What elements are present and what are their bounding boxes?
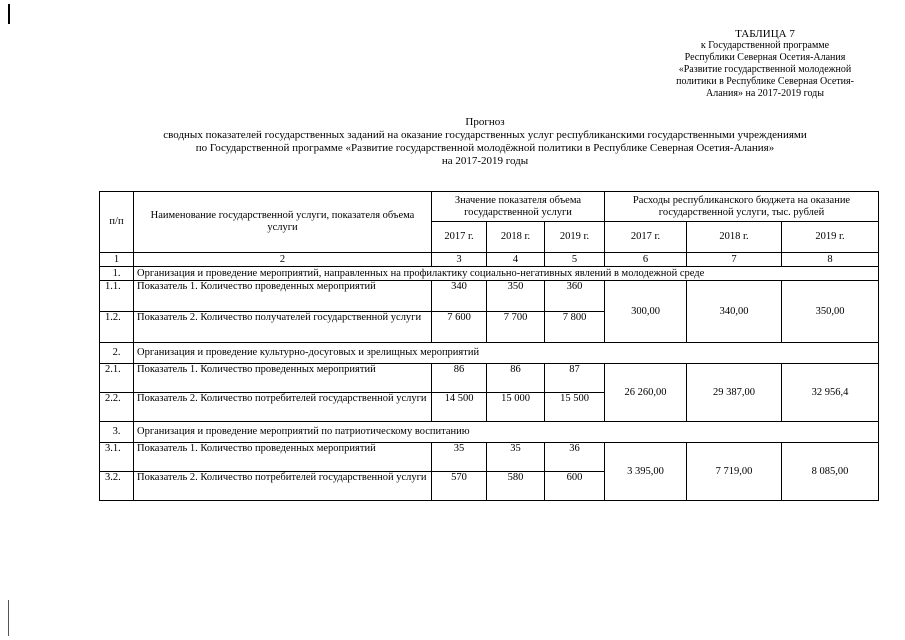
- expense-value: 300,00: [605, 281, 687, 343]
- column-number: 4: [487, 253, 545, 267]
- expense-value: 26 260,00: [605, 364, 687, 422]
- header-year: 2018 г.: [687, 222, 782, 253]
- header-name: Наименование государственной услуги, показателя объема услуги: [134, 192, 432, 253]
- section-row: [100, 422, 879, 443]
- row-value: 340: [432, 281, 487, 312]
- expense-value: 340,00: [687, 281, 782, 343]
- section-num: 1.: [100, 267, 134, 281]
- forecast-table: [99, 191, 879, 501]
- expense-value: 7 719,00: [687, 443, 782, 501]
- appendix-title: ТАБЛИЦА 7: [735, 28, 795, 40]
- section-title: Организация и проведение мероприятий, направленных на профилактику социально-негативных явлений в молодежной среде: [134, 267, 879, 281]
- row-name: Показатель 1. Количество проведенных мероприятий: [134, 443, 432, 472]
- row-num: 3.1.: [100, 443, 134, 472]
- column-numbers-row: [100, 253, 879, 267]
- heading-subtitle: сводных показателей государственных заданий на оказание государственных услуг республиканскими государственными учреждениями: [163, 129, 807, 141]
- row-value: 86: [487, 364, 545, 393]
- row-value: 15 000: [487, 393, 545, 422]
- section-title: Организация и проведение культурно-досуговых и зрелищных мероприятий: [134, 343, 879, 364]
- appendix-line: Алания» на 2017-2019 годы: [706, 88, 824, 99]
- column-number: 3: [432, 253, 487, 267]
- row-num: 2.1.: [100, 364, 134, 393]
- row-value: 600: [545, 472, 605, 501]
- section-row: [100, 343, 879, 364]
- column-number: 6: [605, 253, 687, 267]
- appendix-line: к Государственной программе: [700, 40, 830, 51]
- row-value: 15 500: [545, 393, 605, 422]
- expense-value: 29 387,00: [687, 364, 782, 422]
- section-num: 2.: [100, 343, 134, 364]
- document-heading: [60, 116, 905, 168]
- table-row: [100, 364, 879, 393]
- section-num: 3.: [100, 422, 134, 443]
- header-year: 2017 г.: [605, 222, 687, 253]
- expense-value: 8 085,00: [782, 443, 879, 501]
- row-name: Показатель 1. Количество проведенных мероприятий: [134, 281, 432, 312]
- row-value: 350: [487, 281, 545, 312]
- section-row: [100, 267, 879, 281]
- heading-period: на 2017-2019 годы: [441, 155, 529, 167]
- row-value: 36: [545, 443, 605, 472]
- row-value: 86: [432, 364, 487, 393]
- row-value: 35: [432, 443, 487, 472]
- margin-mark: [8, 600, 9, 636]
- row-value: 14 500: [432, 393, 487, 422]
- row-value: 360: [545, 281, 605, 312]
- row-value: 580: [487, 472, 545, 501]
- column-number: 5: [545, 253, 605, 267]
- row-num: 1.2.: [100, 312, 134, 343]
- header-year: 2019 г.: [782, 222, 879, 253]
- row-name: Показатель 2. Количество получателей государственной услуги: [134, 312, 432, 343]
- header-year: 2018 г.: [487, 222, 545, 253]
- header-year: 2017 г.: [432, 222, 487, 253]
- appendix-line: политики в Республике Северная Осетия-: [676, 76, 854, 87]
- row-value: 87: [545, 364, 605, 393]
- row-value: 7 700: [487, 312, 545, 343]
- expense-value: 32 956,4: [782, 364, 879, 422]
- heading-subtitle: по Государственной программе «Развитие государственной молодёжной политики в Республике Северная Осетия-Алания»: [195, 142, 775, 154]
- appendix-line: «Развитие государственной молодежной: [678, 64, 852, 75]
- row-value: 570: [432, 472, 487, 501]
- expense-value: 3 395,00: [605, 443, 687, 501]
- header-volume: Значение показателя объема государственной услуги: [432, 192, 605, 222]
- row-name: Показатель 1. Количество проведенных мероприятий: [134, 364, 432, 393]
- appendix-line: Республики Северная Осетия-Алания: [684, 52, 846, 63]
- column-number: 7: [687, 253, 782, 267]
- table-row: [100, 443, 879, 472]
- table-header-row: [100, 192, 879, 222]
- row-name: Показатель 2. Количество потребителей государственной услуги: [134, 393, 432, 422]
- header-expenses: Расходы республиканского бюджета на оказание государственной услуги, тыс. рублей: [605, 192, 879, 222]
- header-num: п/п: [100, 192, 134, 253]
- row-value: 7 800: [545, 312, 605, 343]
- appendix-note: [665, 28, 865, 100]
- row-num: 2.2.: [100, 393, 134, 422]
- margin-mark: [8, 4, 10, 24]
- row-value: 7 600: [432, 312, 487, 343]
- header-year: 2019 г.: [545, 222, 605, 253]
- column-number: 1: [100, 253, 134, 267]
- row-value: 35: [487, 443, 545, 472]
- heading-title: Прогноз: [465, 116, 505, 128]
- table-row: [100, 281, 879, 312]
- row-name: Показатель 2. Количество потребителей государственной услуги: [134, 472, 432, 501]
- expense-value: 350,00: [782, 281, 879, 343]
- row-num: 1.1.: [100, 281, 134, 312]
- column-number: 2: [134, 253, 432, 267]
- column-number: 8: [782, 253, 879, 267]
- row-num: 3.2.: [100, 472, 134, 501]
- section-title: Организация и проведение мероприятий по патриотическому воспитанию: [134, 422, 879, 443]
